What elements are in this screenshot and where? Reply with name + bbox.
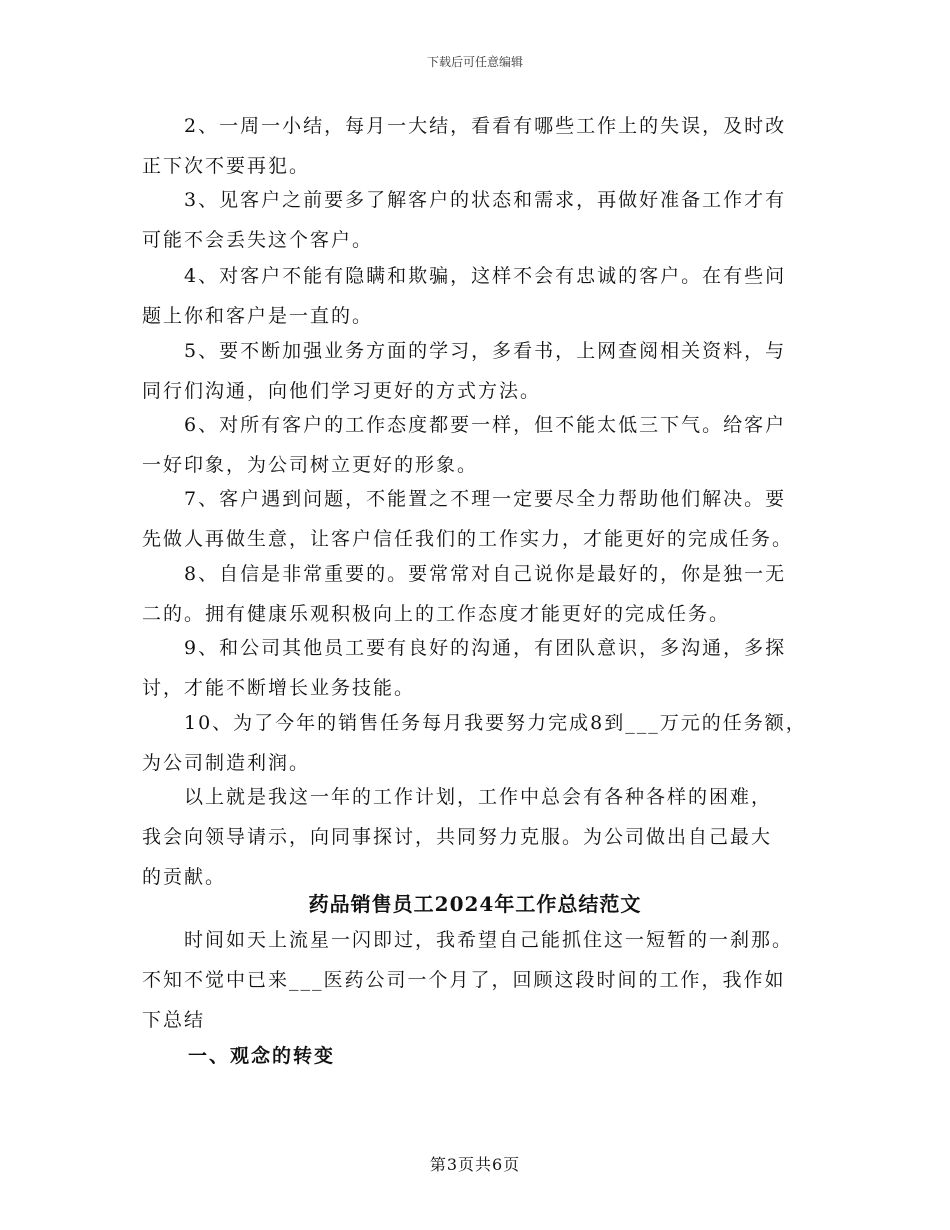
paragraph-item-3: 3、见客户之前要多了解客户的状态和需求，再做好准备工作才有 可能不会丢失这个客户。 [142, 189, 787, 251]
paragraph-item-7: 7、客户遇到问题，不能置之不理一定要尽全力帮助他们解决。要 先做人再做生意，让客户信任我们的工作实力，才能更好的完成任务。 [142, 488, 794, 550]
paragraph-item-8: 8、自信是非常重要的。要常常对自己说你是最好的，你是独一无 二的。拥有健康乐观积极向上的工作态度才能更好的完成任务。 [142, 563, 787, 625]
paragraph-conclusion: 以上就是我这一年的工作计划，工作中总会有各种各样的困难， 我会向领导请示，向同事探讨，共同努力克服。为公司做出自己最大 的贡献。 [142, 786, 773, 888]
paragraph-item-6: 6、对所有客户的工作态度都要一样，但不能太低三下气。给客户 一好印象，为公司树立更好的形象。 [142, 414, 787, 476]
paragraph-item-5: 5、要不断加强业务方面的学习，多看书，上网查阅相关资料，与 同行们沟通，向他们学习更好的方式方法。 [142, 340, 787, 402]
section-title: 药品销售员工2024年工作总结范文 [308, 892, 642, 916]
page-header-note: 下载后可任意编辑 [426, 55, 523, 69]
paragraph-item-4: 4、对客户不能有隐瞒和欺骗，这样不会有忠诚的客户。在有些问 题上你和客户是一直的。 [142, 265, 787, 327]
subsection-title: 一、观念的转变 [188, 1045, 336, 1067]
paragraph-item-10: 10、为了今年的销售任务每月我要努力完成8到___万元的任务额， 为公司制造利润。 [142, 712, 807, 774]
page-number: 第3页共6页 [429, 1155, 521, 1174]
paragraph-item-9: 9、和公司其他员工要有良好的沟通，有团队意识，多沟通，多探 讨，才能不断增长业务技能。 [142, 637, 787, 699]
intro-paragraph: 时间如天上流星一闪即过，我希望自己能抓住这一短暂的一刹那。 不知不觉中已来___医药公司一个月了，回顾这段时间的工作，我作如 下总结 [142, 929, 794, 1031]
paragraph-item-2: 2、一周一小结，每月一大结，看看有哪些工作上的失误，及时改 正下次不要再犯。 [142, 115, 787, 177]
